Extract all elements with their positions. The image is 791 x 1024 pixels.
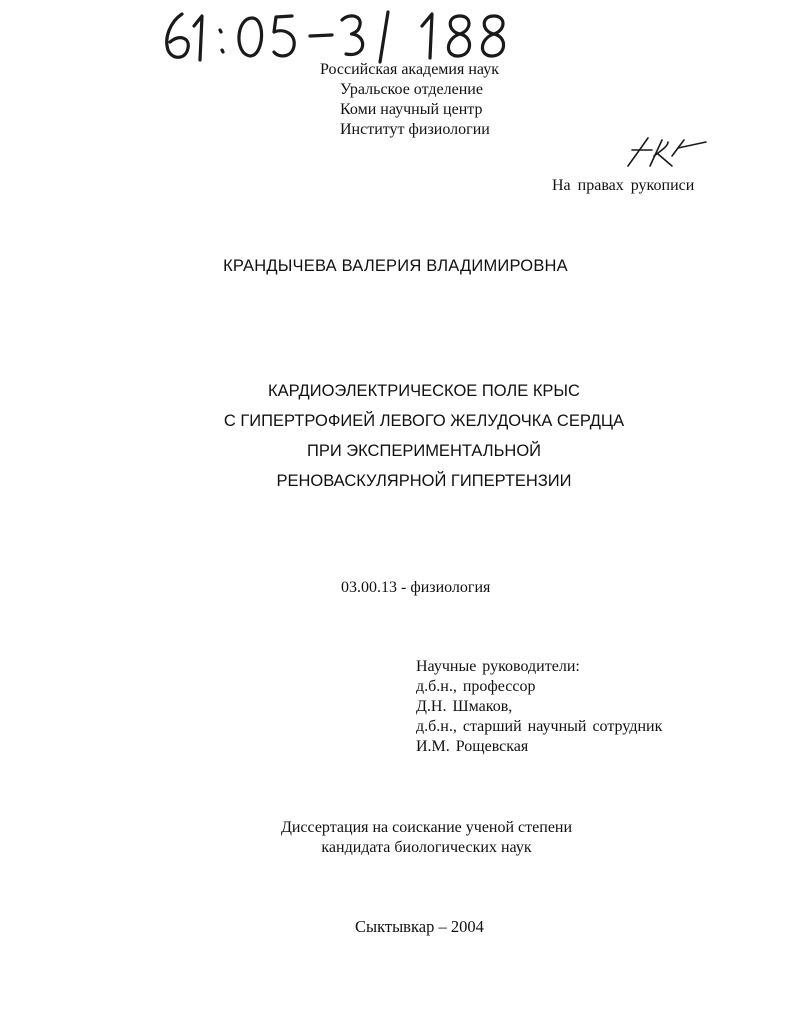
degree-line: кандидата биологических наук — [321, 839, 532, 856]
handwritten-archive-code — [160, 4, 520, 66]
institution-block — [318, 60, 499, 140]
institution-line: Институт физиологии — [340, 121, 490, 138]
specialty-code: 03.00.13 - физиология — [341, 579, 491, 596]
institution-line: Российская академия наук — [320, 61, 499, 78]
title-line: С ГИПЕРТРОФИЕЙ ЛЕВОГО ЖЕЛУДОЧКА СЕРДЦА — [223, 412, 625, 430]
degree-line: Диссертация на соискание ученой степени — [280, 819, 573, 836]
place-and-year: Сыктывкар – 2004 — [355, 917, 484, 936]
institution-line: Коми научный центр — [340, 101, 483, 118]
degree-statement — [0, 818, 791, 858]
supervisors-block — [416, 657, 662, 757]
institution-line: Уральское отделение — [340, 81, 483, 98]
supervisor-line: Д.Н. Шмаков, — [416, 698, 513, 715]
title-line: РЕНОВАСКУЛЯРНОЙ ГИПЕРТЕНЗИИ — [276, 472, 572, 490]
supervisors-heading: Научные руководители: — [416, 658, 580, 675]
title-line: КАРДИОЭЛЕКТРИЧЕСКОЕ ПОЛЕ КРЫС — [268, 382, 580, 400]
author-name: КРАНДЫЧЕВА ВАЛЕРИЯ ВЛАДИМИРОВНА — [223, 257, 568, 275]
manuscript-rights-note: На правах рукописи — [552, 177, 695, 194]
supervisor-line: д.б.н., старший научный сотрудник — [416, 718, 663, 735]
dissertation-title — [0, 376, 791, 496]
handwritten-signature — [618, 126, 718, 176]
supervisor-line: д.б.н., профессор — [416, 678, 536, 695]
title-line: ПРИ ЭКСПЕРИМЕНТАЛЬНОЙ — [306, 442, 542, 460]
supervisor-line: И.М. Рощевская — [416, 738, 529, 755]
